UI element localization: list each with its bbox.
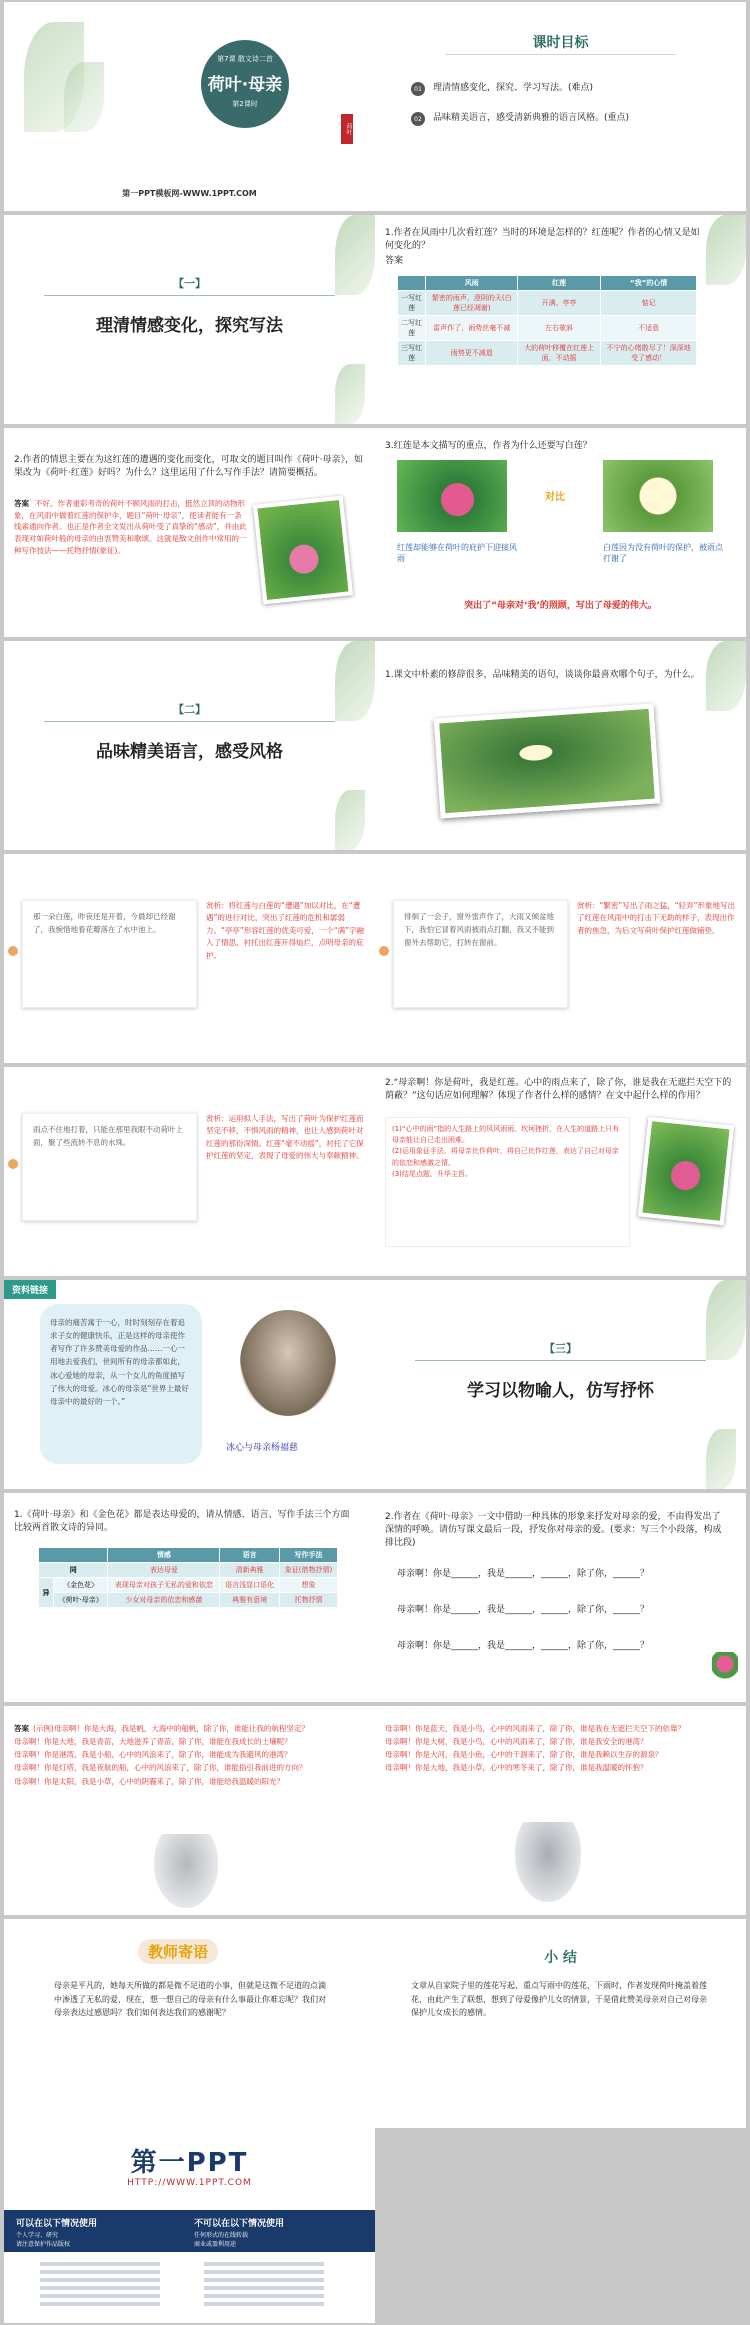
sentence-marker: [8, 1159, 18, 1169]
sentence-marker: [379, 946, 389, 956]
tag-line: [415, 1360, 706, 1361]
answer-line: 母亲啊！你是大河，我是小鱼，心中的干涸来了，除了你，谁是我赖以生存的源泉？: [385, 1750, 663, 1760]
resource-paragraph: 母亲的痛苦寓于一心，时时刻刻存在着追求子女的健康快乐，正是这样的母亲使作者写作了许多赞美母爱的作品……一心一用地去爱我们，世间所有的母亲都如此，冰心爱她的母亲，从一个女儿的角度描写了伟大的母爱。冰心的母亲是“世界上最好母亲中的最好的一个。”: [50, 1318, 189, 1406]
question-text: 2.作者在《荷叶·母亲》一文中借助一种具体的形象来抒发对母亲的爱，不由得发出了深情的呼唤。请仿写课文最后一段，抒发你对母亲的爱。(要求：写三个小段落，构成排比段): [385, 1512, 722, 1549]
link-row[interactable]: [40, 2270, 160, 2274]
link-row[interactable]: [40, 2278, 160, 2282]
slide-question-1: [375, 215, 746, 424]
slide-objectives: [375, 2, 746, 211]
link-row[interactable]: [204, 2278, 324, 2282]
quote-text: 徘徊了一会子，窗外雷声作了，大雨又倾盆地下，我怕它冒着风雨被雨点打翻，我又不能到窗外去帮助它，打转在窗前。: [404, 912, 554, 947]
table-cell: 想象: [279, 1578, 337, 1593]
comparison-table: [38, 1547, 338, 1608]
allowed-item: 请注意保护作品版权: [16, 2241, 71, 2248]
tag-line: [44, 295, 335, 296]
table-header: [398, 276, 426, 291]
fill-line: 母亲啊！你是______，我是______，______，除了你，______？: [397, 1641, 650, 1651]
answer-line: (1)“心中的雨”指的人生路上的风风雨雨、坎坷挫折，在人生的道路上只有母亲能让自己走出困难。: [392, 1125, 620, 1145]
slide-sentence-3: [4, 1067, 375, 1276]
resource-card: [40, 1304, 202, 1464]
answer-lead: (示例)母亲啊！你是大海，我是帆，大海中的船帆，除了你，谁能让我的航程坚定？: [33, 1724, 309, 1733]
answer-line: 母亲啊！你是太阳，我是小草，心中的阴霾来了，除了你，谁能给我温暖的阳光？: [14, 1776, 284, 1786]
slide-language-q2: [375, 1067, 746, 1276]
table-cell: 开满、亭亭: [518, 291, 601, 316]
slide-ending: [4, 2112, 375, 2323]
table-header-row: [39, 1548, 338, 1563]
question-text: 1.《荷叶·母亲》和《金色花》都是表达母爱的，请从情感、语言、写作手法三个方面比较两首散文诗的异同。: [14, 1510, 350, 1534]
answer-block: [385, 1722, 735, 1775]
leaf-decoration: [335, 364, 365, 424]
quote-card: [393, 900, 568, 1008]
contrast-label: 对比: [545, 492, 565, 503]
answer-line: 母亲啊！你是大地，我是小草，心中的寒冬来了，除了你，谁是我温暖的怀抱？: [385, 1763, 648, 1773]
cover-circle: [201, 40, 289, 128]
leaf-decoration: [335, 790, 365, 850]
link-row[interactable]: [40, 2286, 160, 2290]
section-title: 品味精美语言，感受风格: [96, 742, 283, 762]
portrait-photo: [240, 1310, 336, 1416]
table-cell: 一写红莲: [398, 291, 426, 316]
info-band: [4, 2210, 375, 2252]
table-cell: 象征(借物抒情): [279, 1563, 337, 1578]
forbidden-item: 任何形式的在线转载: [194, 2232, 249, 2239]
slide-imitation-task: [375, 1493, 746, 1702]
comment-text: 赏析：将红莲与白莲的“遭遇”加以对比，在“遭遇”的进行对比，突出了红莲的危机和孱弱力。“亭亭”形容红莲的优美可爱，一个“满”字融入了情思，衬托出红莲开得灿烂，点明母亲的庇护。: [206, 901, 365, 960]
title-underline: [445, 54, 676, 55]
leaf-decoration: [64, 62, 104, 132]
table-header: 写作手法: [279, 1548, 337, 1563]
slide-title: 课时目标: [532, 35, 589, 51]
allowed-item: 个人学习、研究: [16, 2232, 59, 2239]
slide-answer-more: [375, 1706, 746, 1915]
question-text: 2.“母亲啊！你是荷叶，我是红莲。心中的雨点来了，除了你，谁是我在无遮拦天空下的荫蔽？”这句话应如何理解？体现了作者什么样的感情？在文中起什么样的作用？: [385, 1078, 732, 1102]
answer-block: [14, 498, 249, 556]
slide-language-q1: [375, 641, 746, 850]
row-label-same: 同: [39, 1563, 108, 1578]
white-lotus-photo: [603, 460, 713, 532]
forbidden-item: 商业或盈利用途: [194, 2241, 237, 2248]
resource-badge: 资料链接: [4, 1280, 56, 1299]
answer-box: [385, 1117, 630, 1247]
link-list-right: [204, 2262, 324, 2310]
quote-text: 那一朵白莲，昨夜还是开着，今晨却已经谢了，我惋惜地看花瓣落在了水中池上。: [33, 912, 176, 934]
table-cell: 清新典雅: [220, 1563, 280, 1578]
portrait-caption: 冰心与母亲杨福慈: [226, 1443, 299, 1453]
table-header-row: [398, 276, 697, 291]
caption-right: 白莲因为没有荷叶的保护，被雨点打谢了: [603, 543, 723, 564]
answer-line: 母亲啊！你是蓝天，我是小鸟，心中的风雨来了，除了你，谁是我在无遮拦天空下的依靠？: [385, 1724, 685, 1733]
empty-slot: [375, 2132, 746, 2323]
link-row[interactable]: [40, 2262, 160, 2266]
table-cell: 二写红莲: [398, 316, 426, 341]
table-cell: 典雅有意境: [220, 1593, 280, 1608]
link-list-left: [40, 2262, 160, 2310]
slide-section-2: [4, 641, 375, 850]
answer-text: 不好。作者重彩考奇的荷叶不顾风雨的打击，挺然立顶的动物形象，在风雨中做着红莲的保护伞，题目“荷叶·母亲”，使读者能有一条线索通向作者。也正是作者全文发出从荷叶受了真挚的“感动”，并由此表现对如荷叶般的母亲的由衷赞美和歌颂。这就是散文创作中常用的一种写作技法——托物抒情(象征)。: [14, 499, 247, 555]
leaf-decoration: [706, 641, 746, 711]
table-cell: 三写红莲: [398, 341, 426, 366]
table-cell: 大的荷叶移覆在红莲上面，不动摇: [518, 341, 601, 366]
answer-label: 答案: [14, 499, 29, 508]
table-row: [39, 1578, 338, 1593]
objective-text: 品味精美语言，感受清新典雅的语言风格。(重点): [433, 113, 630, 124]
lotus-photo: [434, 703, 660, 818]
table-row: [398, 291, 697, 316]
table-cell: 雨势更不减退: [426, 341, 518, 366]
number-badge: 02: [411, 112, 425, 126]
objective-2: [411, 112, 629, 126]
brand-url: HTTP://WWW.1PPT.COM: [127, 2178, 252, 2188]
period-label: 第2课时: [232, 100, 258, 108]
section-tag: 【二】: [173, 703, 206, 716]
table-cell: 繁密的雨声，澄阴的天(白莲已经凋谢): [426, 291, 518, 316]
slide-comparison: [4, 1493, 375, 1702]
message-title: 教师寄语: [138, 1939, 218, 1964]
answer-line: 母亲啊！你是大树，我是小鸟，心中的风雨来了，除了你，谁是我安全的港湾？: [385, 1737, 648, 1747]
table-cell: 雷声作了，雨势丝毫不减: [426, 316, 518, 341]
slide-section-3: [375, 1280, 746, 1489]
table-header: [39, 1548, 108, 1563]
slide-sentence-1: [4, 854, 375, 1063]
answer-line: 母亲啊！你是灯塔，我是夜航的船，心中的风浪来了，除了你，谁能指引我前进的方向？: [14, 1763, 307, 1773]
quote-text: 雨点不住地打着，只能在那里我眼不动荷叶上面，聚了些流转不息的水珠。: [33, 1125, 183, 1147]
section-title: 理清情感变化，探究写法: [96, 316, 283, 336]
answer-label: 答案: [14, 1724, 29, 1733]
quote-card: [22, 1113, 197, 1221]
table-header: 红莲: [518, 276, 601, 291]
fill-line: 母亲啊！你是______，我是______，______，除了你，______？: [397, 1569, 650, 1579]
allowed-title: 可以在以下情况使用: [16, 2219, 98, 2229]
table-row: [39, 1563, 338, 1578]
lesson-label: 第7课 散文诗二首: [217, 55, 273, 63]
table-cell: 语言浅显口语化: [220, 1578, 280, 1593]
objective-1: [411, 82, 593, 96]
link-row[interactable]: [204, 2270, 324, 2274]
slide-answer-example: [4, 1706, 375, 1915]
slide-summary: [375, 1919, 746, 2128]
answer-line: (2)运用象征手法，将母亲比作荷叶，将自己比作红莲，表达了自己对母亲的依恋和感激之情。: [392, 1147, 619, 1167]
section-title: 学习以物喻人，仿写抒怀: [467, 1381, 654, 1401]
table-header: 风雨: [426, 276, 518, 291]
lotus-photo: [638, 1117, 734, 1225]
link-row[interactable]: [204, 2302, 324, 2306]
table-header: “我”的心情: [601, 276, 697, 291]
slide-question-2: [4, 428, 375, 637]
section-tag: 【一】: [173, 277, 206, 290]
row-label-diff: 异: [39, 1578, 54, 1608]
forbidden-title: 不可以在以下情况使用: [194, 2219, 285, 2229]
comment-text: 赏析：“繁密”写出了雨之猛，“轻弄”形象地写出了红莲在风雨中的打击下无助的样子，表现出作者的焦急，为后文写荷叶保护红莲做铺垫。: [577, 901, 736, 935]
tag-line: [44, 721, 335, 722]
question-text: 1.课文中朴素的修辞很多，品味精美的语句，谈谈你最喜欢哪个句子，为什么。: [385, 670, 700, 680]
brand-logo: 第一PPT: [130, 2148, 249, 2178]
red-lotus-photo: [397, 460, 507, 532]
table-cell: 惦记: [601, 291, 697, 316]
answer-label: 答案: [385, 256, 404, 266]
table-cell: 表达母爱: [108, 1563, 220, 1578]
cover-title: 荷叶·母亲: [207, 75, 283, 95]
slide-cover: [4, 2, 375, 211]
lotus-photo: [253, 496, 353, 605]
summary-title: 小 结: [544, 1950, 577, 1966]
table-cell: 不适意: [601, 316, 697, 341]
comment-text: 赏析：运用拟人手法，写出了荷叶为保护红莲而坚定不移，不惧风雨的精神，也让人感到荷叶对红莲的那份深情。红莲“毫不动摇”，衬托了它保护红莲的坚定，表现了母爱的伟大与奉献精神。: [206, 1114, 364, 1161]
slide-sentence-2: [375, 854, 746, 1063]
question-text: 1.作者在风雨中几次看红莲？当时的环境是怎样的？红莲呢？作者的心情又是如何变化的？: [385, 228, 700, 252]
answer-line: 母亲啊！你是港湾，我是小船，心中的风浪来了，除了你，谁能成为我避风的港湾？: [14, 1750, 292, 1760]
leaf-decoration: [706, 1429, 736, 1489]
table-cell: 《金色花》: [53, 1578, 108, 1593]
mother-child-illustration: [515, 1822, 581, 1902]
link-row[interactable]: [204, 2294, 324, 2298]
caption-left: 红莲却能够在荷叶的庇护下迎接风雨: [397, 543, 517, 564]
lotus-decoration: [712, 1652, 738, 1692]
table-row: [39, 1593, 338, 1608]
answer-table: [397, 275, 697, 366]
table-cell: 表现母亲对孩子无私的爱和依恋: [108, 1578, 220, 1593]
answer-line: (3)结尾点题，升华主旨。: [392, 1169, 472, 1178]
answer-block: [14, 1722, 364, 1788]
question-text: 2.作者的情思主要在为这红莲的遭遇的变化而变化，可取文的题目叫作《荷叶·母亲》，如果改为《荷叶·红莲》好吗？为什么？这里运用了什么写作手法？请简要概括。: [14, 455, 363, 479]
leaf-decoration: [706, 215, 746, 285]
table-header: 情感: [108, 1548, 220, 1563]
mother-child-illustration: [154, 1834, 218, 1908]
table-header: 语言: [220, 1548, 280, 1563]
summary-paragraph: 文章从自家院子里的莲花写起，重点写雨中的莲花，下雨时，作者发现荷叶掩盖着莲花，由此产生了联想，想到了母爱像护儿女的情景，于是借此赞美母亲对自己对母亲保护儿女成长的感情。: [411, 1981, 707, 2018]
answer-line: 母亲啊！你是大地，我是青苗，大地滋养了青苗，除了你，谁能在我成长的土壤呢？: [14, 1737, 292, 1747]
link-row[interactable]: [40, 2302, 160, 2306]
link-row[interactable]: [204, 2286, 324, 2290]
table-cell: 少女对母亲的依恋和感激: [108, 1593, 220, 1608]
table-cell: 不宁的心绪散尽了！深深地受了感动！: [601, 341, 697, 366]
slide-question-3: [375, 428, 746, 637]
table-row: [398, 341, 697, 366]
quote-card: [22, 900, 197, 1008]
objective-text: 理清情感变化，探究、学习写法。(难点): [433, 83, 594, 94]
sentence-marker: [8, 946, 18, 956]
section-tag: 【三】: [544, 1342, 577, 1355]
table-row: [398, 316, 697, 341]
slide-resource-link: [4, 1280, 375, 1489]
slide-teacher-message: [4, 1919, 375, 2128]
fill-line: 母亲啊！你是______，我是______，______，除了你，______？: [397, 1605, 650, 1615]
cover-footer: 第一PPT模板网-WWW.1PPT.COM: [122, 189, 257, 198]
table-cell: 左右欹斜: [518, 316, 601, 341]
link-row[interactable]: [204, 2262, 324, 2266]
link-row[interactable]: [40, 2294, 160, 2298]
conclusion-text: 突出了“母亲对‘我’的照顾，写出了母爱的伟大。: [464, 601, 657, 611]
question-text: 3.红莲是本文描写的重点，作者为什么还要写白莲？: [385, 441, 592, 451]
slide-section-1: [4, 215, 375, 424]
message-paragraph: 母亲是平凡的，她每天所做的都是微不足道的小事，但就是这微不足道的点滴中渗透了无私的爱，现在，想一想自己的母亲有什么事最让你难忘呢？我们对母亲表达过感恩吗？我们如何表达我们的感谢呢？: [54, 1981, 326, 2018]
number-badge: 01: [411, 82, 425, 96]
seal-stamp: 荷叶: [341, 114, 353, 144]
table-cell: 托物抒情: [279, 1593, 337, 1608]
table-cell: 《荷叶·母亲》: [53, 1593, 108, 1608]
